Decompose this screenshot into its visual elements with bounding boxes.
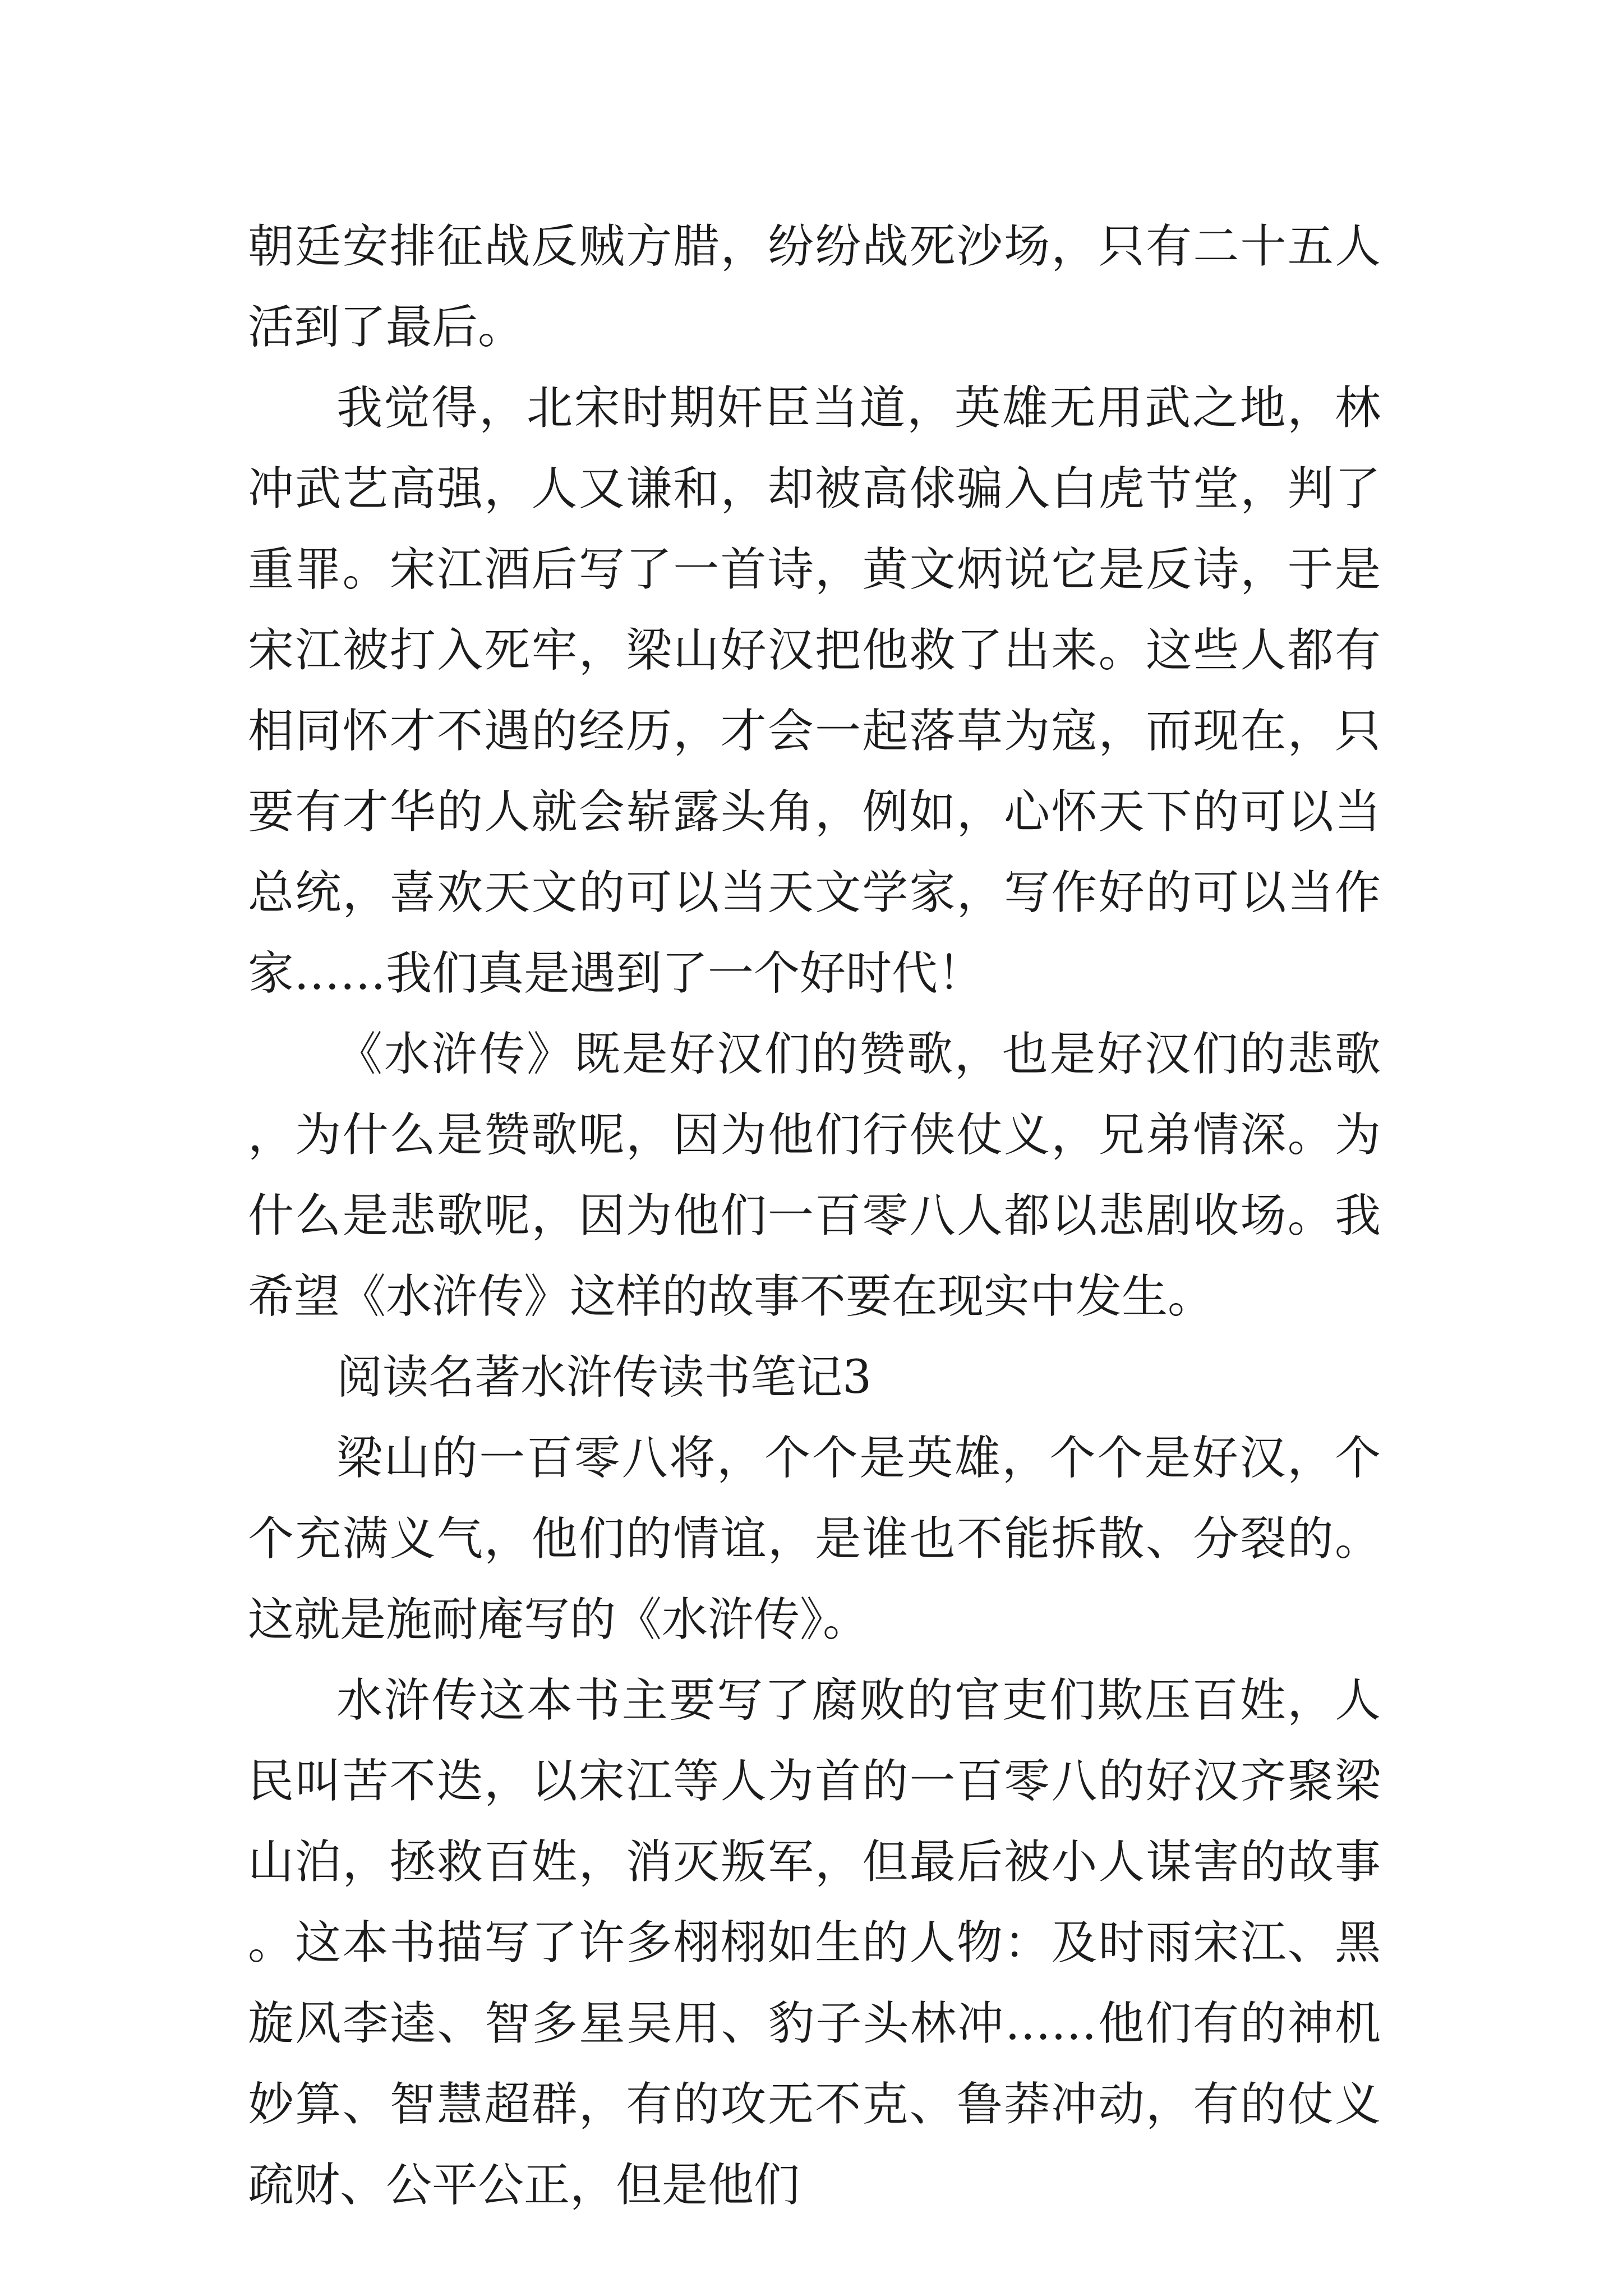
paragraph-opinion: 我觉得，北宋时期奸臣当道，英雄无用武之地，林冲武艺高强，人又谦和，却被高俅骗入白虎节堂，判了重罪。宋江酒后写了一首诗，黄文炳说它是反诗，于是宋江被打入死牢，梁山好汉把他救了出来。这些人都有相同怀才不遇的经历，才会一起落草为寇，而现在，只要有才华的人就会崭露头角，例如，心怀天下的可以当总统，喜欢天文的可以当天文学家，写作好的可以当作家……我们真是遇到了一个好时代！ xyxy=(248,381,1381,1000)
paragraph-praise-and-elegy: 《水浒传》既是好汉们的赞歌，也是好汉们的悲歌，为什么是赞歌呢，因为他们行侠仗义，兄弟情深。为什么是悲歌呢，因为他们一百零八人都以悲剧收场。我希望《水浒传》这样的故事不要在现实中发生。 xyxy=(248,1028,1381,1323)
paragraph-introduction: 梁山的一百零八将，个个是英雄，个个是好汉，个个充满义气，他们的情谊，是谁也不能拆散、分裂的。这就是施耐庵写的《水浒传》。 xyxy=(248,1432,1381,1646)
section-heading: 阅读名著水浒传读书笔记3 xyxy=(336,1351,872,1404)
paragraph-continuation: 朝廷安排征战反贼方腊，纷纷战死沙场，只有二十五人活到了最后。 xyxy=(248,220,1381,354)
paragraph-summary: 水浒传这本书主要写了腐败的官吏们欺压百姓，人民叫苦不迭，以宋江等人为首的一百零八的好汉齐聚梁山泊，拯救百姓，消灭叛军，但最后被小人谋害的故事。这本书描写了许多栩栩如生的人物：及时雨宋江、黑旋风李逵、智多星吴用、豹子头林冲……他们有的神机妙算、智慧超群，有的攻无不克、鲁莽冲动，有的仗义疏财、公平公正，但是他们 xyxy=(248,1674,1381,2212)
document-body xyxy=(248,206,1381,2226)
